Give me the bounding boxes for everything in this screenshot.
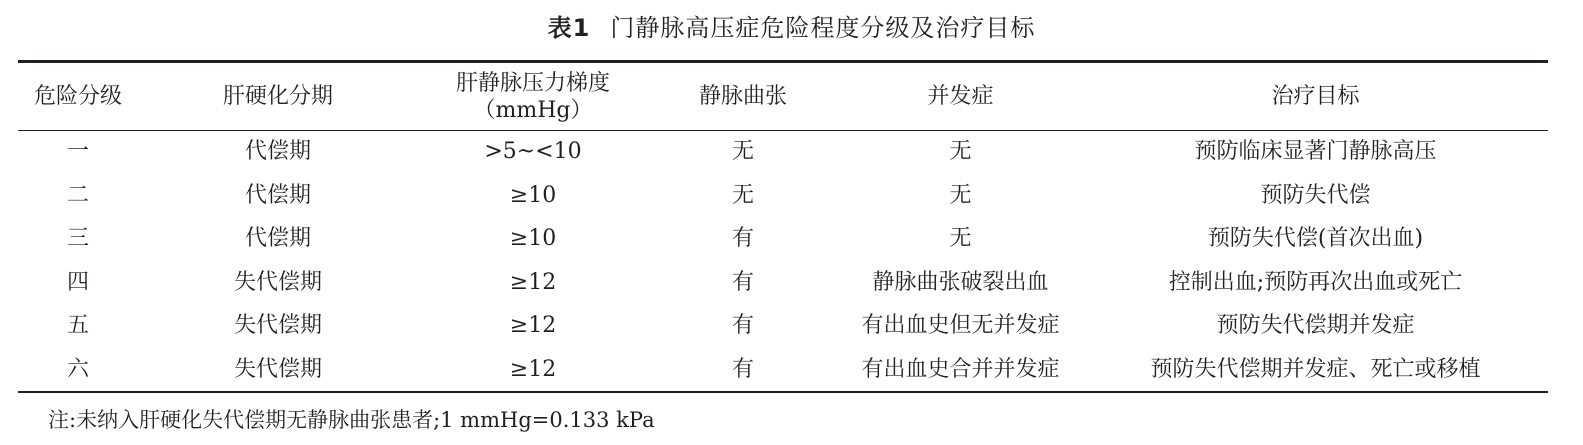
header-label: 肝硬化分期 xyxy=(222,84,333,109)
header-label: 肝静脉压力梯度 xyxy=(455,70,610,96)
cell-varices: 有 xyxy=(731,269,754,295)
cell-varices: 有 xyxy=(731,313,754,339)
cell-risk-grade: 五 xyxy=(66,313,89,339)
header-unit: （mmHg） xyxy=(473,97,593,123)
table-row xyxy=(18,174,1548,218)
header-hvpg xyxy=(418,63,648,130)
cell-treatment-goal: 预防失代偿(首次出血) xyxy=(1207,226,1424,252)
cell-complications: 无 xyxy=(949,182,972,208)
cell-complications: 无 xyxy=(949,226,972,252)
header-varices xyxy=(648,63,838,130)
cell-cirrhosis-stage: 代偿期 xyxy=(244,226,311,252)
cell-complications: 有出血史但无并发症 xyxy=(861,313,1060,339)
cell-varices: 有 xyxy=(731,356,754,382)
cell-cirrhosis-stage: 失代偿期 xyxy=(233,313,322,339)
cell-risk-grade: 三 xyxy=(66,226,89,252)
header-treatment-goal xyxy=(1083,63,1548,130)
header-risk-grade xyxy=(18,63,138,130)
cell-hvpg: ≥12 xyxy=(509,313,557,339)
cell-cirrhosis-stage: 代偿期 xyxy=(244,182,311,208)
cell-hvpg: ≥12 xyxy=(509,356,557,382)
risk-grading-table xyxy=(18,63,1548,391)
header-label: 并发症 xyxy=(927,84,994,109)
cell-risk-grade: 六 xyxy=(66,356,89,382)
cell-treatment-goal: 预防失代偿 xyxy=(1260,182,1371,208)
cell-cirrhosis-stage: 失代偿期 xyxy=(233,269,322,295)
cell-treatment-goal: 预防失代偿期并发症 xyxy=(1216,313,1415,339)
header-label: 治疗目标 xyxy=(1271,84,1360,109)
cell-hvpg: ≥10 xyxy=(509,182,557,208)
header-label: 静脉曲张 xyxy=(698,84,787,109)
table-row xyxy=(18,261,1548,305)
cell-risk-grade: 四 xyxy=(66,269,89,295)
cell-complications: 静脉曲张破裂出血 xyxy=(872,269,1049,295)
cell-treatment-goal: 控制出血;预防再次出血或死亡 xyxy=(1168,269,1463,295)
cell-risk-grade: 一 xyxy=(66,139,89,165)
cell-varices: 无 xyxy=(731,182,754,208)
cell-hvpg: ≥10 xyxy=(509,226,557,252)
header-cirrhosis-stage xyxy=(138,63,418,130)
table-caption xyxy=(0,8,1583,48)
table-number: 表1 xyxy=(547,14,591,42)
cell-treatment-goal: 预防失代偿期并发症、死亡或移植 xyxy=(1150,356,1481,382)
table-row xyxy=(18,304,1548,348)
cell-cirrhosis-stage: 代偿期 xyxy=(244,139,311,165)
table-title: 门静脉高压症危险程度分级及治疗目标 xyxy=(610,14,1036,42)
table-header-row xyxy=(18,63,1548,130)
cell-complications: 无 xyxy=(949,139,972,165)
cell-risk-grade: 二 xyxy=(66,182,89,208)
cell-hvpg: ≥12 xyxy=(509,269,557,295)
table-row xyxy=(18,217,1548,261)
header-complications xyxy=(838,63,1083,130)
cell-hvpg: >5~<10 xyxy=(484,139,582,165)
table-bottom-rule xyxy=(18,391,1548,393)
cell-varices: 无 xyxy=(731,139,754,165)
table-footnote: 注:未纳入肝硬化失代偿期无静脉曲张患者;1 mmHg=0.133 kPa xyxy=(48,408,655,432)
cell-cirrhosis-stage: 失代偿期 xyxy=(233,356,322,382)
cell-complications: 有出血史合并并发症 xyxy=(861,356,1060,382)
table-row xyxy=(18,130,1548,174)
cell-treatment-goal: 预防临床显著门静脉高压 xyxy=(1194,139,1437,165)
cell-varices: 有 xyxy=(731,226,754,252)
table-row xyxy=(18,348,1548,392)
header-label: 危险分级 xyxy=(33,84,122,109)
